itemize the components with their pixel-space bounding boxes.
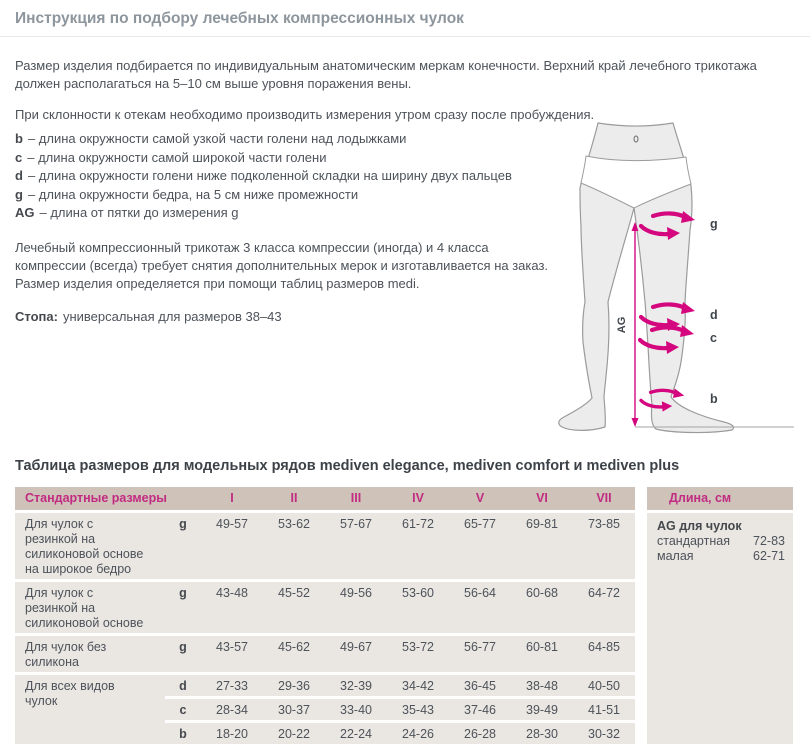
definition-b: b – длина окружности самой узкой части голени над лодыжками bbox=[15, 131, 407, 146]
label-d: d bbox=[710, 308, 718, 322]
instruction-content bbox=[0, 37, 810, 455]
length-standard: стандартная 72-83 bbox=[657, 534, 785, 548]
header-length: Длина, см bbox=[635, 487, 793, 510]
header-size-7: VII bbox=[573, 487, 635, 510]
table-row: Для чулок без силикона g 43-57 45-62 49-67 53-72 56-77 60-81 64-85 bbox=[15, 636, 793, 672]
row-measure: c bbox=[165, 699, 201, 720]
table-row: Для всех видов чулок d 27-33 29-36 32-39 34-42 36-45 38-48 40-50 bbox=[15, 675, 793, 696]
row-measure: d bbox=[165, 675, 201, 696]
foot-note-text: универсальная для размеров 38–43 bbox=[62, 308, 282, 324]
intro-paragraph-1: Размер изделия подбирается по индивидуальным анатомическим меркам конечности. Верхний край лечебного трикотажа должен располагаться на 5–10 см выше уровня поражения вены. bbox=[15, 58, 757, 91]
length-info-cell bbox=[635, 513, 793, 744]
size-table bbox=[15, 484, 793, 747]
header-size-4: IV bbox=[387, 487, 449, 510]
intro-paragraph-2: При склонности к отекам необходимо производить измерения утром сразу после пробуждения. bbox=[15, 107, 595, 122]
table-row: Для чулок с резинкой на силиконовой основе на широкое бедро g 49-57 53-62 57-67 61-72 65-77 69-81 73-85 AG для чулок стандартная 72-83 малая 62-71 bbox=[15, 513, 793, 579]
leg-measurement-diagram bbox=[552, 114, 802, 454]
definition-g: g – длина окружности бедра, на 5 см ниже промежности bbox=[15, 186, 359, 202]
definition-d: d – длина окружности голени ниже подколенной складки на ширину двух пальцев bbox=[15, 168, 512, 183]
label-b: b bbox=[710, 392, 718, 406]
header-size-5: V bbox=[449, 487, 511, 510]
foot-note-label: Стопа: bbox=[15, 308, 58, 324]
row-label: Для чулок без силикона bbox=[15, 636, 165, 672]
header-standard-sizes: Стандартные размеры bbox=[15, 487, 201, 510]
label-c: c bbox=[710, 331, 717, 345]
size-table-section bbox=[0, 458, 810, 747]
header-size-6: VI bbox=[511, 487, 573, 510]
row-label: Для всех видов чулок bbox=[15, 675, 165, 744]
row-measure: g bbox=[165, 582, 201, 633]
row-measure: g bbox=[165, 636, 201, 672]
table-row: c 28-34 30-37 33-40 35-43 37-46 39-49 41-51 bbox=[15, 699, 793, 720]
size-table-title: Таблица размеров для модельных рядов mediven elegance, mediven comfort и mediven plus bbox=[15, 458, 680, 474]
header-size-2: II bbox=[263, 487, 325, 510]
table-row: b 18-20 20-22 22-24 24-26 26-28 28-30 30-32 bbox=[15, 723, 793, 744]
row-measure: g bbox=[165, 513, 201, 579]
label-g: g bbox=[710, 217, 718, 231]
length-info-title: AG для чулок bbox=[657, 519, 742, 533]
definition-ag: AG – длина от пятки до измерения g bbox=[15, 205, 239, 220]
definition-c: c – длина окружности самой широкой части голени bbox=[15, 149, 327, 165]
row-label: Для чулок с резинкой на силиконовой основе на широкое бедро bbox=[15, 513, 165, 579]
ag-label: AG bbox=[616, 316, 628, 334]
page-title: Инструкция по подбору лечебных компрессионных чулок bbox=[15, 10, 464, 27]
custom-order-paragraph: Лечебный компрессионный трикотаж 3 класса компрессии (иногда) и 4 класса компрессии (всегда) требует снятия дополнительных мерок и изготавливается на заказ. Размер изделия определяется при помощи таблиц размеров medi. bbox=[15, 239, 549, 291]
length-small: малая 62-71 bbox=[657, 549, 785, 563]
row-measure: b bbox=[165, 723, 201, 744]
table-header-row bbox=[15, 487, 793, 510]
legs-figure bbox=[552, 114, 802, 454]
table-row: Для чулок с резинкой на силиконовой основе g 43-48 45-52 49-56 53-60 56-64 60-68 64-72 bbox=[15, 582, 793, 633]
header-size-1: I bbox=[201, 487, 263, 510]
row-label: Для чулок с резинкой на силиконовой основе bbox=[15, 582, 165, 633]
header-size-3: III bbox=[325, 487, 387, 510]
